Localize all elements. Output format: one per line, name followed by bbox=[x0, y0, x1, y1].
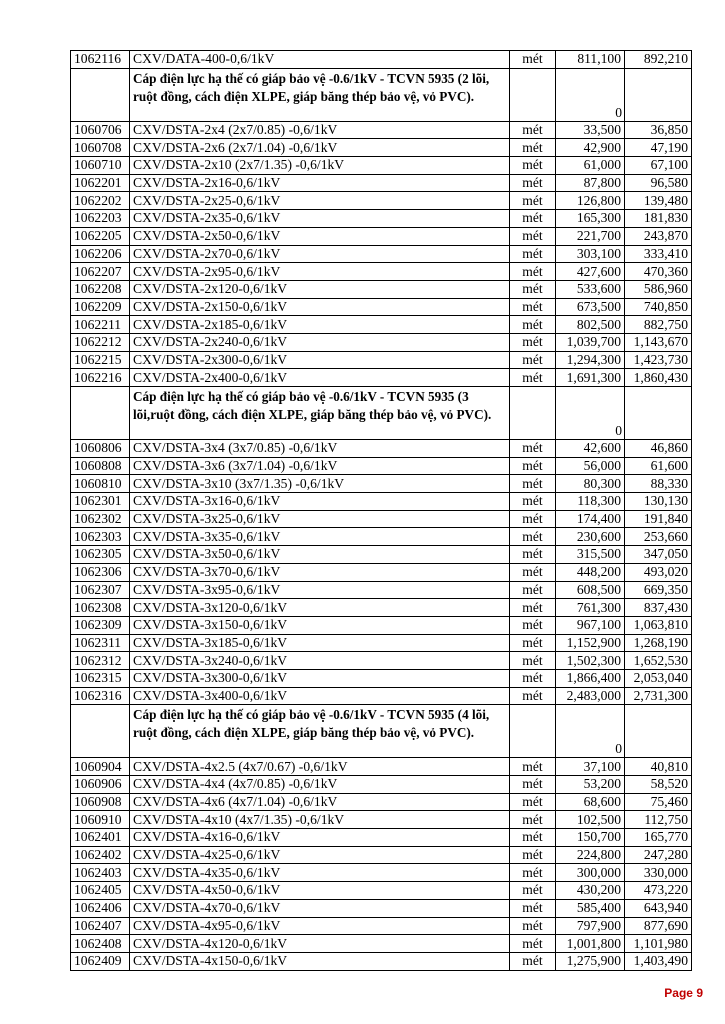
product-code: 1062406 bbox=[71, 899, 130, 917]
unit: mét bbox=[510, 793, 556, 811]
unit: mét bbox=[510, 758, 556, 776]
table-row bbox=[71, 493, 692, 511]
product-name: CXV/DSTA-3x240-0,6/1kV bbox=[130, 652, 510, 670]
product-code: 1062409 bbox=[71, 952, 130, 970]
price-2: 58,520 bbox=[625, 776, 692, 794]
price-2: 347,050 bbox=[625, 546, 692, 564]
product-code: 1062116 bbox=[71, 51, 130, 69]
price-2: 40,810 bbox=[625, 758, 692, 776]
price-1: 797,900 bbox=[556, 917, 625, 935]
section-value: 0 bbox=[556, 705, 625, 758]
price-2: 1,652,530 bbox=[625, 652, 692, 670]
table-row bbox=[71, 793, 692, 811]
unit: mét bbox=[510, 935, 556, 953]
price-2: 165,770 bbox=[625, 829, 692, 847]
unit: mét bbox=[510, 369, 556, 387]
table-row bbox=[71, 157, 692, 175]
product-code: 1062201 bbox=[71, 174, 130, 192]
product-code: 1060908 bbox=[71, 793, 130, 811]
unit: mét bbox=[510, 846, 556, 864]
price-1: 1,152,900 bbox=[556, 634, 625, 652]
section-code-cell bbox=[71, 387, 130, 440]
table-row bbox=[71, 139, 692, 157]
table-row bbox=[71, 581, 692, 599]
table-row bbox=[71, 333, 692, 351]
price-2: 67,100 bbox=[625, 157, 692, 175]
table-row bbox=[71, 669, 692, 687]
unit: mét bbox=[510, 616, 556, 634]
table-row bbox=[71, 882, 692, 900]
unit: mét bbox=[510, 899, 556, 917]
section-price-cell bbox=[625, 387, 692, 440]
unit: mét bbox=[510, 510, 556, 528]
table-row bbox=[71, 758, 692, 776]
unit: mét bbox=[510, 829, 556, 847]
price-1: 221,700 bbox=[556, 227, 625, 245]
product-code: 1062408 bbox=[71, 935, 130, 953]
price-1: 303,100 bbox=[556, 245, 625, 263]
unit: mét bbox=[510, 528, 556, 546]
unit: mét bbox=[510, 457, 556, 475]
product-name: CXV/DSTA-2x150-0,6/1kV bbox=[130, 298, 510, 316]
product-name: CXV/DSTA-2x50-0,6/1kV bbox=[130, 227, 510, 245]
price-2: 586,960 bbox=[625, 280, 692, 298]
unit: mét bbox=[510, 652, 556, 670]
price-2: 740,850 bbox=[625, 298, 692, 316]
table-row bbox=[71, 546, 692, 564]
price-2: 669,350 bbox=[625, 581, 692, 599]
price-1: 53,200 bbox=[556, 776, 625, 794]
product-name: CXV/DSTA-3x150-0,6/1kV bbox=[130, 616, 510, 634]
price-2: 243,870 bbox=[625, 227, 692, 245]
table-row bbox=[71, 51, 692, 69]
price-1: 533,600 bbox=[556, 280, 625, 298]
product-name: CXV/DSTA-3x16-0,6/1kV bbox=[130, 493, 510, 511]
price-2: 837,430 bbox=[625, 599, 692, 617]
product-code: 1062302 bbox=[71, 510, 130, 528]
price-1: 761,300 bbox=[556, 599, 625, 617]
unit: mét bbox=[510, 298, 556, 316]
product-code: 1062207 bbox=[71, 263, 130, 281]
price-2: 1,403,490 bbox=[625, 952, 692, 970]
price-1: 174,400 bbox=[556, 510, 625, 528]
unit: mét bbox=[510, 440, 556, 458]
section-unit-cell bbox=[510, 387, 556, 440]
product-name: CXV/DSTA-2x10 (2x7/1.35) -0,6/1kV bbox=[130, 157, 510, 175]
product-code: 1062407 bbox=[71, 917, 130, 935]
price-2: 139,480 bbox=[625, 192, 692, 210]
price-2: 1,423,730 bbox=[625, 351, 692, 369]
unit: mét bbox=[510, 280, 556, 298]
product-name: CXV/DSTA-2x16-0,6/1kV bbox=[130, 174, 510, 192]
price-2: 181,830 bbox=[625, 210, 692, 228]
product-code: 1062303 bbox=[71, 528, 130, 546]
product-name: CXV/DSTA-2x6 (2x7/1.04) -0,6/1kV bbox=[130, 139, 510, 157]
price-2: 2,053,040 bbox=[625, 669, 692, 687]
price-1: 608,500 bbox=[556, 581, 625, 599]
product-name: CXV/DSTA-4x25-0,6/1kV bbox=[130, 846, 510, 864]
product-name: CXV/DSTA-3x70-0,6/1kV bbox=[130, 563, 510, 581]
price-2: 1,268,190 bbox=[625, 634, 692, 652]
price-1: 300,000 bbox=[556, 864, 625, 882]
product-name: CXV/DSTA-2x70-0,6/1kV bbox=[130, 245, 510, 263]
product-code: 1062306 bbox=[71, 563, 130, 581]
product-code: 1062402 bbox=[71, 846, 130, 864]
product-name: CXV/DSTA-4x70-0,6/1kV bbox=[130, 899, 510, 917]
price-1: 56,000 bbox=[556, 457, 625, 475]
product-name: CXV/DSTA-3x400-0,6/1kV bbox=[130, 687, 510, 705]
price-1: 315,500 bbox=[556, 546, 625, 564]
table-row bbox=[71, 174, 692, 192]
unit: mét bbox=[510, 316, 556, 334]
section-heading-row bbox=[71, 387, 692, 440]
product-code: 1062305 bbox=[71, 546, 130, 564]
unit: mét bbox=[510, 51, 556, 69]
price-1: 427,600 bbox=[556, 263, 625, 281]
table-row bbox=[71, 652, 692, 670]
product-name: CXV/DSTA-2x240-0,6/1kV bbox=[130, 333, 510, 351]
product-code: 1062215 bbox=[71, 351, 130, 369]
table-row bbox=[71, 952, 692, 970]
unit: mét bbox=[510, 546, 556, 564]
section-price-cell bbox=[625, 705, 692, 758]
unit: mét bbox=[510, 864, 556, 882]
price-1: 165,300 bbox=[556, 210, 625, 228]
section-value: 0 bbox=[556, 387, 625, 440]
product-code: 1062205 bbox=[71, 227, 130, 245]
price-2: 112,750 bbox=[625, 811, 692, 829]
table-row bbox=[71, 687, 692, 705]
product-name: CXV/DSTA-2x400-0,6/1kV bbox=[130, 369, 510, 387]
product-code: 1062315 bbox=[71, 669, 130, 687]
product-name: CXV/DSTA-3x10 (3x7/1.35) -0,6/1kV bbox=[130, 475, 510, 493]
table-row bbox=[71, 369, 692, 387]
price-1: 802,500 bbox=[556, 316, 625, 334]
price-2: 330,000 bbox=[625, 864, 692, 882]
price-1: 61,000 bbox=[556, 157, 625, 175]
product-name: CXV/DSTA-3x4 (3x7/0.85) -0,6/1kV bbox=[130, 440, 510, 458]
product-name: CXV/DSTA-4x35-0,6/1kV bbox=[130, 864, 510, 882]
table-row bbox=[71, 846, 692, 864]
price-1: 1,039,700 bbox=[556, 333, 625, 351]
product-name: CXV/DSTA-2x35-0,6/1kV bbox=[130, 210, 510, 228]
price-2: 882,750 bbox=[625, 316, 692, 334]
product-code: 1062203 bbox=[71, 210, 130, 228]
product-name: CXV/DSTA-2x95-0,6/1kV bbox=[130, 263, 510, 281]
price-2: 1,860,430 bbox=[625, 369, 692, 387]
price-2: 88,330 bbox=[625, 475, 692, 493]
table-row bbox=[71, 599, 692, 617]
unit: mét bbox=[510, 174, 556, 192]
price-2: 247,280 bbox=[625, 846, 692, 864]
product-name: CXV/DSTA-4x16-0,6/1kV bbox=[130, 829, 510, 847]
unit: mét bbox=[510, 811, 556, 829]
product-code: 1062301 bbox=[71, 493, 130, 511]
price-2: 253,660 bbox=[625, 528, 692, 546]
price-2: 470,360 bbox=[625, 263, 692, 281]
price-2: 47,190 bbox=[625, 139, 692, 157]
table-row bbox=[71, 227, 692, 245]
product-name: CXV/DSTA-4x95-0,6/1kV bbox=[130, 917, 510, 935]
price-1: 448,200 bbox=[556, 563, 625, 581]
price-1: 673,500 bbox=[556, 298, 625, 316]
unit: mét bbox=[510, 192, 556, 210]
price-2: 892,210 bbox=[625, 51, 692, 69]
price-2: 493,020 bbox=[625, 563, 692, 581]
price-2: 877,690 bbox=[625, 917, 692, 935]
table-row bbox=[71, 811, 692, 829]
product-code: 1060906 bbox=[71, 776, 130, 794]
product-code: 1062308 bbox=[71, 599, 130, 617]
price-1: 126,800 bbox=[556, 192, 625, 210]
product-code: 1060710 bbox=[71, 157, 130, 175]
price-1: 42,900 bbox=[556, 139, 625, 157]
product-code: 1062208 bbox=[71, 280, 130, 298]
table-row bbox=[71, 864, 692, 882]
product-name: CXV/DSTA-4x6 (4x7/1.04) -0,6/1kV bbox=[130, 793, 510, 811]
unit: mét bbox=[510, 475, 556, 493]
price-1: 80,300 bbox=[556, 475, 625, 493]
unit: mét bbox=[510, 139, 556, 157]
price-1: 811,100 bbox=[556, 51, 625, 69]
product-code: 1060806 bbox=[71, 440, 130, 458]
unit: mét bbox=[510, 333, 556, 351]
price-1: 585,400 bbox=[556, 899, 625, 917]
unit: mét bbox=[510, 157, 556, 175]
table-row bbox=[71, 316, 692, 334]
unit: mét bbox=[510, 245, 556, 263]
table-row bbox=[71, 563, 692, 581]
price-2: 473,220 bbox=[625, 882, 692, 900]
product-code: 1062309 bbox=[71, 616, 130, 634]
product-name: CXV/DSTA-2x25-0,6/1kV bbox=[130, 192, 510, 210]
price-2: 1,063,810 bbox=[625, 616, 692, 634]
product-code: 1060910 bbox=[71, 811, 130, 829]
price-2: 61,600 bbox=[625, 457, 692, 475]
section-price-cell bbox=[625, 68, 692, 121]
unit: mét bbox=[510, 952, 556, 970]
page-number: Page 9 bbox=[664, 986, 703, 1000]
price-1: 68,600 bbox=[556, 793, 625, 811]
product-code: 1060706 bbox=[71, 121, 130, 139]
product-code: 1062206 bbox=[71, 245, 130, 263]
table-row bbox=[71, 475, 692, 493]
product-code: 1062202 bbox=[71, 192, 130, 210]
table-row bbox=[71, 917, 692, 935]
unit: mét bbox=[510, 227, 556, 245]
product-code: 1062209 bbox=[71, 298, 130, 316]
product-name: CXV/DSTA-2x120-0,6/1kV bbox=[130, 280, 510, 298]
price-2: 643,940 bbox=[625, 899, 692, 917]
product-name: CXV/DSTA-2x185-0,6/1kV bbox=[130, 316, 510, 334]
product-code: 1062316 bbox=[71, 687, 130, 705]
product-name: CXV/DSTA-3x50-0,6/1kV bbox=[130, 546, 510, 564]
table-row bbox=[71, 210, 692, 228]
price-2: 75,460 bbox=[625, 793, 692, 811]
section-heading-row bbox=[71, 68, 692, 121]
unit: mét bbox=[510, 263, 556, 281]
product-name: CXV/DSTA-4x150-0,6/1kV bbox=[130, 952, 510, 970]
unit: mét bbox=[510, 669, 556, 687]
price-1: 42,600 bbox=[556, 440, 625, 458]
price-2: 46,860 bbox=[625, 440, 692, 458]
price-1: 224,800 bbox=[556, 846, 625, 864]
price-2: 96,580 bbox=[625, 174, 692, 192]
price-2: 1,101,980 bbox=[625, 935, 692, 953]
price-1: 967,100 bbox=[556, 616, 625, 634]
product-code: 1060708 bbox=[71, 139, 130, 157]
unit: mét bbox=[510, 882, 556, 900]
table-row bbox=[71, 440, 692, 458]
table-row bbox=[71, 634, 692, 652]
product-name: CXV/DSTA-2x4 (2x7/0.85) -0,6/1kV bbox=[130, 121, 510, 139]
table-row bbox=[71, 935, 692, 953]
product-code: 1062403 bbox=[71, 864, 130, 882]
section-heading: Cáp điện lực hạ thế có giáp bảo vệ -0.6/1kV - TCVN 5935 (4 lõi, ruột đồng, cách điện XLPE, giáp băng thép bảo vệ, vỏ PVC). bbox=[130, 705, 510, 758]
unit: mét bbox=[510, 121, 556, 139]
product-code: 1062212 bbox=[71, 333, 130, 351]
table-row bbox=[71, 192, 692, 210]
table-row bbox=[71, 263, 692, 281]
price-2: 1,143,670 bbox=[625, 333, 692, 351]
product-code: 1060904 bbox=[71, 758, 130, 776]
product-code: 1062211 bbox=[71, 316, 130, 334]
unit: mét bbox=[510, 776, 556, 794]
unit: mét bbox=[510, 581, 556, 599]
unit: mét bbox=[510, 917, 556, 935]
product-name: CXV/DSTA-4x10 (4x7/1.35) -0,6/1kV bbox=[130, 811, 510, 829]
unit: mét bbox=[510, 599, 556, 617]
unit: mét bbox=[510, 210, 556, 228]
unit: mét bbox=[510, 634, 556, 652]
price-1: 87,800 bbox=[556, 174, 625, 192]
product-name: CXV/DSTA-2x300-0,6/1kV bbox=[130, 351, 510, 369]
table-row bbox=[71, 457, 692, 475]
price-1: 1,001,800 bbox=[556, 935, 625, 953]
price-1: 33,500 bbox=[556, 121, 625, 139]
product-name: CXV/DSTA-3x95-0,6/1kV bbox=[130, 581, 510, 599]
product-name: CXV/DSTA-4x2.5 (4x7/0.67) -0,6/1kV bbox=[130, 758, 510, 776]
price-2: 130,130 bbox=[625, 493, 692, 511]
price-1: 2,483,000 bbox=[556, 687, 625, 705]
product-name: CXV/DSTA-3x35-0,6/1kV bbox=[130, 528, 510, 546]
price-1: 1,866,400 bbox=[556, 669, 625, 687]
table-row bbox=[71, 245, 692, 263]
product-name: CXV/DSTA-3x300-0,6/1kV bbox=[130, 669, 510, 687]
product-code: 1062312 bbox=[71, 652, 130, 670]
price-2: 333,410 bbox=[625, 245, 692, 263]
table-row bbox=[71, 510, 692, 528]
section-code-cell bbox=[71, 68, 130, 121]
table-row bbox=[71, 616, 692, 634]
product-name: CXV/DSTA-3x120-0,6/1kV bbox=[130, 599, 510, 617]
price-2: 2,731,300 bbox=[625, 687, 692, 705]
table-row bbox=[71, 280, 692, 298]
product-name: CXV/DATA-400-0,6/1kV bbox=[130, 51, 510, 69]
product-code: 1062401 bbox=[71, 829, 130, 847]
product-name: CXV/DSTA-3x6 (3x7/1.04) -0,6/1kV bbox=[130, 457, 510, 475]
section-code-cell bbox=[71, 705, 130, 758]
table-row bbox=[71, 528, 692, 546]
price-1: 37,100 bbox=[556, 758, 625, 776]
price-1: 1,275,900 bbox=[556, 952, 625, 970]
table-row bbox=[71, 298, 692, 316]
price-1: 1,294,300 bbox=[556, 351, 625, 369]
product-code: 1062311 bbox=[71, 634, 130, 652]
table-row bbox=[71, 829, 692, 847]
product-code: 1062307 bbox=[71, 581, 130, 599]
table-row bbox=[71, 899, 692, 917]
price-2: 36,850 bbox=[625, 121, 692, 139]
section-value: 0 bbox=[556, 68, 625, 121]
unit: mét bbox=[510, 351, 556, 369]
price-2: 191,840 bbox=[625, 510, 692, 528]
price-1: 1,502,300 bbox=[556, 652, 625, 670]
product-name: CXV/DSTA-4x50-0,6/1kV bbox=[130, 882, 510, 900]
section-heading-row bbox=[71, 705, 692, 758]
product-code: 1060810 bbox=[71, 475, 130, 493]
price-1: 150,700 bbox=[556, 829, 625, 847]
price-1: 102,500 bbox=[556, 811, 625, 829]
unit: mét bbox=[510, 563, 556, 581]
product-code: 1062216 bbox=[71, 369, 130, 387]
table-row bbox=[71, 776, 692, 794]
section-heading: Cáp điện lực hạ thế có giáp bảo vệ -0.6/1kV - TCVN 5935 (2 lõi, ruột đồng, cách điện XLPE, giáp băng thép bảo vệ, vỏ PVC). bbox=[130, 68, 510, 121]
price-1: 118,300 bbox=[556, 493, 625, 511]
price-1: 430,200 bbox=[556, 882, 625, 900]
product-name: CXV/DSTA-3x25-0,6/1kV bbox=[130, 510, 510, 528]
product-code: 1062405 bbox=[71, 882, 130, 900]
section-unit-cell bbox=[510, 68, 556, 121]
product-code: 1060808 bbox=[71, 457, 130, 475]
price-table bbox=[70, 50, 692, 971]
table-row bbox=[71, 351, 692, 369]
price-table-body bbox=[71, 51, 692, 971]
product-name: CXV/DSTA-3x185-0,6/1kV bbox=[130, 634, 510, 652]
unit: mét bbox=[510, 687, 556, 705]
product-name: CXV/DSTA-4x4 (4x7/0.85) -0,6/1kV bbox=[130, 776, 510, 794]
price-1: 1,691,300 bbox=[556, 369, 625, 387]
price-1: 230,600 bbox=[556, 528, 625, 546]
product-name: CXV/DSTA-4x120-0,6/1kV bbox=[130, 935, 510, 953]
section-heading: Cáp điện lực hạ thế có giáp bảo vệ -0.6/1kV - TCVN 5935 (3 lõi,ruột đồng, cách điện XLPE, giáp băng thép bảo vệ, vỏ PVC). bbox=[130, 387, 510, 440]
table-row bbox=[71, 121, 692, 139]
section-unit-cell bbox=[510, 705, 556, 758]
unit: mét bbox=[510, 493, 556, 511]
